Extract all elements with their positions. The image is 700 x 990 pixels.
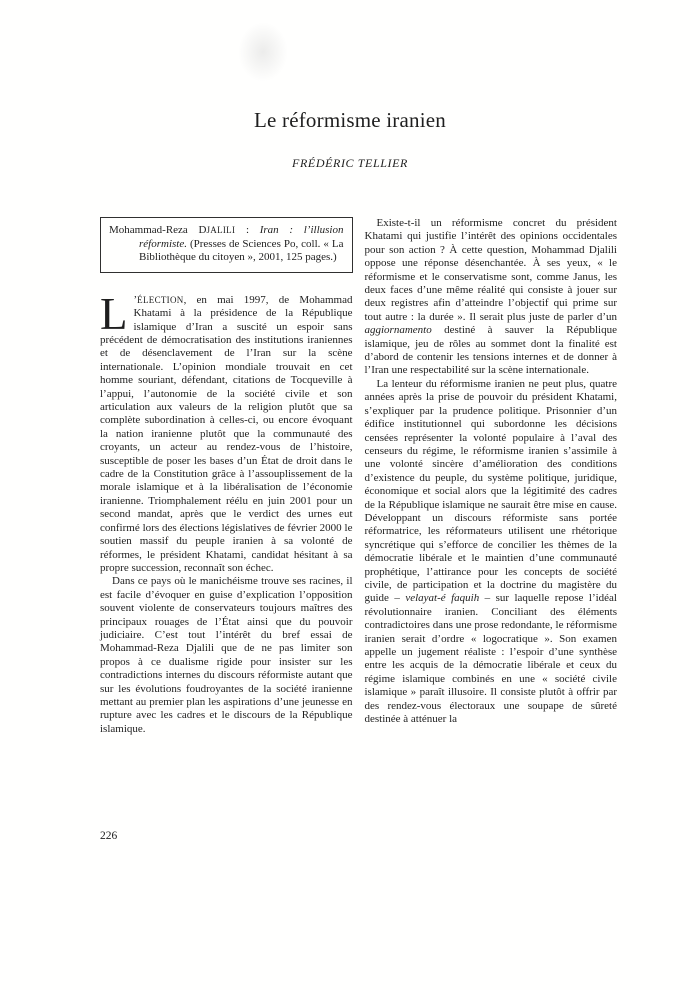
paragraph-election: [100, 288, 353, 576]
drop-cap: L: [100, 288, 128, 339]
two-column-text-block: [100, 217, 617, 736]
left-column: [100, 217, 353, 736]
paragraph-la-lenteur: La lenteur du réformisme iranien ne peut plus, quatre années après la prise de pouvoir du président Khatami, s’expliquer par la prudence politique. Prisonnier d’un édifice institutionnel qui subordonne les décisions censées représenter la volonté populaire à l’aval des censeurs du régime, le réformisme iranien s’assimile à une volonté sincère d’amélioration des conditions d’existence du peuple, du système politique, juridique, économique et social alors que la légitimité des cadres de la République islamique ne saurait être mise en cause. Développant un discours réformiste sans portée réformatrice, les réformateurs utilisent une rhétorique syncrétique qui s’efforce de concilier les thèmes de la démocratie libérale et le maintien d’une communauté prophétique, l’attirance pour les concepts de société civile, de participation et la doctrine du magistère du guide – velayat-é faquih – sur laquelle repose l’idéal révolutionnaire iranien. Conciliant des éléments contradictoires dans une prose redondante, le réformisme iranien serait d’ordre « logocratique ». Son examen appelle un jugement réaliste : l’espoir d’une synthèse entre les acquis de la démocratie libérale et ceux du régime islamique combinés en une « société civile islamique » paraît illusoire. Il consiste plutôt à offrir par des rendez-vous électoraux une soupape de sûreté destinée à atténuer la: [364, 377, 617, 726]
paragraph-manicheisme: Dans ce pays où le manichéisme trouve ses racines, il est facile d’évoquer en guise d’explication l’opposition souvent violente de conservateurs toujours maîtres des principaux rouages de l’État ainsi que du pouvoir judiciaire. C’est tout l’intérêt du bref essai de Mohammad-Reza Djalili que de ne pas limiter son propos à ce dualisme rigide pour insister sur les contradictions internes du discours réformiste autant que sur les évolutions foudroyantes de la société iranienne mettant au premier plan les aspirations d’une jeunesse en rupture avec les cadres et le discours de la République islamique.: [100, 575, 353, 735]
book-citation-box: [100, 217, 353, 273]
page-number: 226: [100, 830, 118, 842]
paragraph-existe-t-il: Existe-t-il un réformisme concret du président Khatami qui justifie l’intérêt des opinions occidentales pour son action ? À cette question, Mohammad Djalili oppose une réponse désenchantée. À ses yeux, « le réformisme et le conservatisme sont, comme Janus, les deux faces d’une même réalité qui consiste à jouer sur deux registres afin d’atteindre l’objectif qui prime sur tout autre : la durée ». Il serait plus juste de parler d’un aggiornamento destiné à sauver la République islamique, jeu de rôles au sommet dont la finalité est d’abord de contenir les tensions internes et de donner à l’Iran une respectabilité sur la scène internationale.: [364, 217, 617, 377]
paragraph-election-text: ’ÉLECTION, en mai 1997, de Mohammad Khatami à la présidence de la République islamique d’Iran a suscité un espoir sans précédent de démocratisation des institutions iraniennes et de désenclavement de l’Iran sur la scène internationale. L’opinion mondiale trouvait en cet homme souriant, défendant, citations de Tocqueville à l’appui, l’autonomie de la société civile et son articulation aux valeurs de la religion plutôt que sa complète subordination à celles-ci, ou encore évoquant la nation iranienne plutôt que la communauté des croyants, un acteur au rendez-vous de l’histoire, susceptible de poser les bases d’un État de droit dans le cadre de la Constitution grâce à l’assouplissement de la morale islamique et à la libéralisation de l’économie iranienne. Triomphalement réélu en juin 2001 pour un second mandat, après que le verdict des urnes eut confirmé lors des élections législatives de février 2000 le soutien massif du peuple iranien à sa volonté de réformes, le président Khatami, candidat hésitant à sa propre succession, reconnaît son échec.: [100, 293, 353, 574]
author-byline: FRÉDÉRIC TELLIER: [292, 156, 408, 170]
book-citation-text: Mohammad-Reza DJALILI : Iran : l’illusion réformiste. (Presses de Sciences Po, coll. « La Bibliothèque du citoyen », 2001, 125 pages.): [109, 224, 344, 264]
right-column: [365, 217, 618, 736]
article-title: Le réformisme iranien: [254, 108, 446, 132]
